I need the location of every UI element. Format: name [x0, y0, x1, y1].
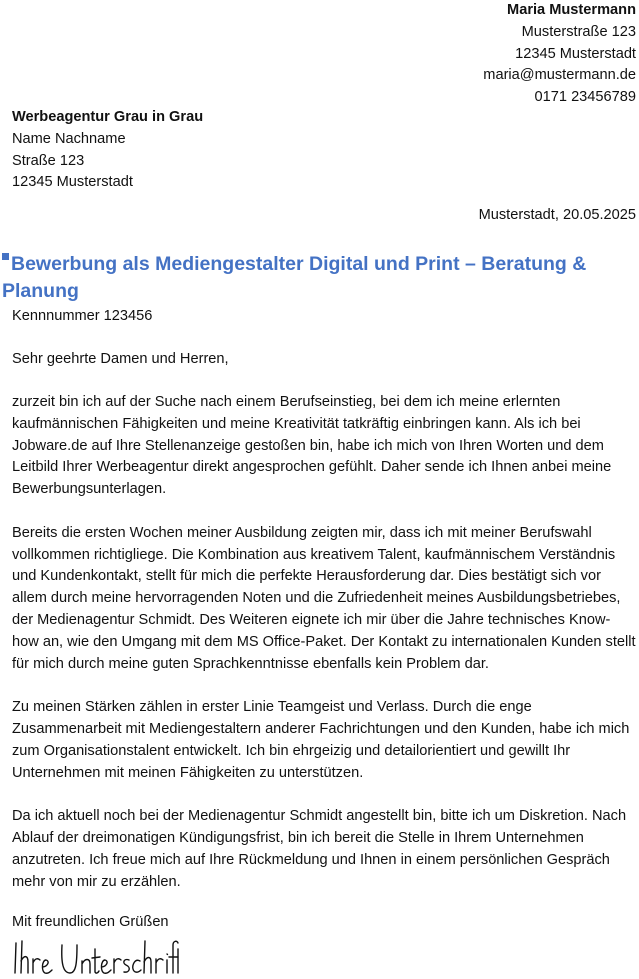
salutation: Sehr geehrte Damen und Herren,	[12, 351, 229, 367]
sender-city: 12345 Musterstadt	[515, 45, 636, 62]
heading-marker	[2, 253, 9, 260]
sender-phone: 0171 23456789	[534, 89, 636, 106]
letter-body	[12, 392, 637, 915]
recipient-contact: Name Nachname	[12, 130, 126, 147]
subject-text: Bewerbung als Mediengestalter Digital und Print – Beratung & Planung	[2, 253, 587, 302]
body-paragraph: Zu meinen Stärken zählen in erster Linie Teamgeist und Verlass. Durch die enge Zusammenarbeit mit Mediengestaltern anderer Fachrichtungen und den Kunden, habe ich mich zum Organisationstalent entwickelt. Ich bin ehrgeizig und detailorientiert und gewillt Ihr Unternehmen mit meinen Fähigkeiten zu unterstützen.	[12, 699, 630, 781]
handwritten-signature	[10, 935, 180, 977]
recipient-block	[12, 107, 203, 194]
letter-date: Musterstadt, 20.05.2025	[478, 207, 636, 223]
body-paragraph: Da ich aktuell noch bei der Medienagentur Schmidt angestellt bin, bitte ich um Diskretion. Nach Ablauf der dreimonatigen Kündigungsfrist, bin ich bereit die Stelle in Ihrem Unternehmen anzutreten. Ich freue mich auf Ihre Rückmeldung und Ihnen in einem persönlichen Gespräch mehr von mir zu erzählen.	[12, 808, 627, 890]
sender-name: Maria Mustermann	[507, 2, 636, 18]
body-paragraph: Bereits die ersten Wochen meiner Ausbildung zeigten mir, dass ich mit meiner Berufswahl vollkommen richtigliege. Die Kombination aus kreativem Talent, kaufmännischem Verständnis und Kundenkontakt, stellt für mich die perfekte Herausforderung dar. Dies bestätigt sich vor allem durch meine hervorragenden Noten und die Zufriedenheit meines Ausbildungsbetriebes, der Medienagentur Schmidt. Des Weiteren eignete ich mir über die Jahre technisches Know-how an, wie den Umgang mit dem MS Office-Paket. Der Kontakt zu internationalen Kunden stellt für mich durch meine guten Sprachkenntnisse ebenfalls kein Problem dar.	[12, 524, 636, 672]
body-paragraph: zurzeit bin ich auf der Suche nach einem Berufseinstieg, bei dem ich meine erlernten kaufmännischen Fähigkeiten und meine Kreativität tatkräftig einbringen kann. Als ich bei Jobware.de auf Ihre Stellenanzeige gestoßen bin, habe ich mich von Ihren Worten und dem Leitbild Ihrer Werbeagentur direkt angesprochen gefühlt. Daher sende ich Ihnen anbei meine Bewerbungsunterlagen.	[12, 394, 612, 498]
subject-line	[2, 251, 602, 305]
recipient-city: 12345 Musterstadt	[12, 174, 133, 191]
reference-number: Kennnummer 123456	[12, 308, 153, 324]
recipient-street: Straße 123	[12, 152, 85, 169]
sender-street: Musterstraße 123	[521, 23, 636, 40]
sender-email: maria@mustermann.de	[483, 67, 636, 84]
closing: Mit freundlichen Grüßen	[12, 914, 169, 930]
sender-block	[483, 0, 636, 109]
recipient-company: Werbeagentur Grau in Grau	[12, 109, 204, 125]
